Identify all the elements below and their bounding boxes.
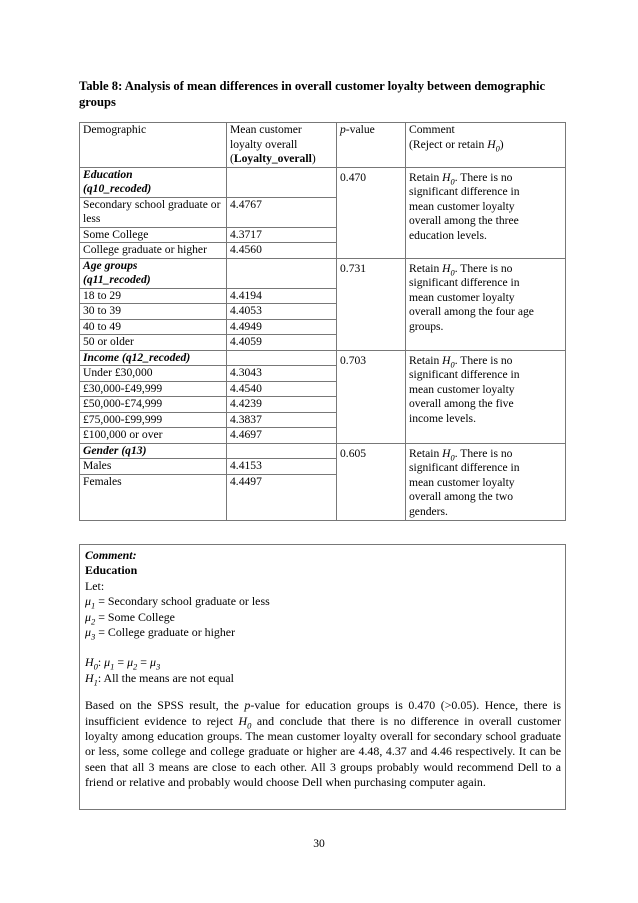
header-demographic: Demographic — [80, 123, 227, 168]
caption-line-2: groups — [79, 95, 116, 109]
comment-subtitle: Education — [85, 563, 138, 578]
mu-definition: $\mu_3$ = College graduate or higher — [85, 625, 236, 642]
row-label: £75,000-£99,999 — [80, 412, 227, 428]
p-value-education: 0.470 — [337, 167, 406, 258]
row-value: 4.4540 — [227, 381, 337, 397]
group-title-gender: Gender (q13) — [80, 443, 227, 459]
header-mean-loyalty: Mean customer loyalty overall (Loyalty_overall) — [227, 123, 337, 168]
row-label: Females — [80, 474, 227, 520]
row-label: £30,000-£49,999 — [80, 381, 227, 397]
let-label: Let: — [85, 578, 105, 593]
p-value-income: 0.703 — [337, 350, 406, 443]
table-caption — [79, 78, 579, 110]
comment-age: Retain $H_0$. There is no significant difference in mean customer loyalty overall among the four age groups. — [406, 258, 566, 350]
comment-income: Retain $H_0$. There is no significant difference in mean customer loyalty overall among the five income levels. — [406, 350, 566, 443]
comment-gender: Retain $H_0$. There is no significant difference in mean customer loyalty overall among the two genders. — [406, 443, 566, 520]
row-value: 4.4767 — [227, 197, 337, 227]
row-label: £50,000-£74,999 — [80, 397, 227, 413]
header-comment: Comment (Reject or retain $H_0$) — [406, 123, 566, 168]
alternative-hypothesis: $H_1$: All the means are not equal — [85, 670, 234, 688]
table-header-row — [80, 123, 566, 168]
row-label: Some College — [80, 227, 227, 243]
row-value: 4.3837 — [227, 412, 337, 428]
group-header-row — [80, 167, 566, 197]
row-label: Under £30,000 — [80, 366, 227, 382]
row-value: 4.4153 — [227, 459, 337, 475]
comment-box — [79, 544, 566, 810]
comment-title: Comment: — [85, 548, 137, 562]
row-value: 4.4053 — [227, 304, 337, 320]
group-title-age: Age groups (q11_recoded) — [80, 258, 227, 288]
row-label: £100,000 or over — [80, 428, 227, 444]
group-title-income: Income (q12_recoded) — [80, 350, 227, 366]
row-value: 4.4697 — [227, 428, 337, 444]
group-header-row — [80, 350, 566, 366]
row-label: 18 to 29 — [80, 288, 227, 304]
group-header-row — [80, 443, 566, 459]
p-value-age: 0.731 — [337, 258, 406, 350]
row-value: 4.3717 — [227, 227, 337, 243]
row-label: Males — [80, 459, 227, 475]
row-value: 4.3043 — [227, 366, 337, 382]
mu-definition: $\mu_1$ = Secondary school graduate or less — [85, 594, 270, 611]
group-header-row — [80, 258, 566, 288]
row-label: College graduate or higher — [80, 243, 227, 259]
conclusion-paragraph: Based on the SPSS result, the p-value for education groups is 0.470 (>0.05). Hence, there is insufficient evidence to reject $H_0$ and conclude that there is no difference in overall customer loyalty among education groups. The mean customer loyalty overall for secondary school graduate or less, some college and college graduate or higher are 4.48, 4.37 and 4.46 respectively. It can be seen that all 3 means are close to each other. All 3 groups probably would recommend Dell to a friend or relative and probably would choose Dell when purchasing computer again. — [85, 698, 561, 790]
row-value: 4.4560 — [227, 243, 337, 259]
row-label: Secondary school graduate or less — [80, 197, 227, 227]
page-number: 30 — [313, 837, 325, 850]
row-value: 4.4194 — [227, 288, 337, 304]
p-value-gender: 0.605 — [337, 443, 406, 520]
row-label: 30 to 39 — [80, 304, 227, 320]
comment-education: Retain $H_0$. There is no significant difference in mean customer loyalty overall among the three education levels. — [406, 167, 566, 258]
null-hypothesis: $H_0$: $\mu_1 = \mu_2 = \mu_3$ — [85, 655, 161, 672]
row-value: 4.4239 — [227, 397, 337, 413]
demographic-loyalty-table — [79, 122, 566, 521]
mu-definition: $\mu_2$ = Some College — [85, 609, 175, 626]
row-value: 4.4059 — [227, 335, 337, 351]
row-label: 40 to 49 — [80, 319, 227, 335]
row-label: 50 or older — [80, 335, 227, 351]
group-title-education: Education (q10_recoded) — [80, 167, 227, 197]
row-value: 4.4497 — [227, 474, 337, 520]
caption-line-1: Table 8: Analysis of mean differences in overall customer loyalty between demographic — [79, 79, 546, 93]
header-p-value: p-value — [337, 123, 406, 168]
row-value: 4.4949 — [227, 319, 337, 335]
